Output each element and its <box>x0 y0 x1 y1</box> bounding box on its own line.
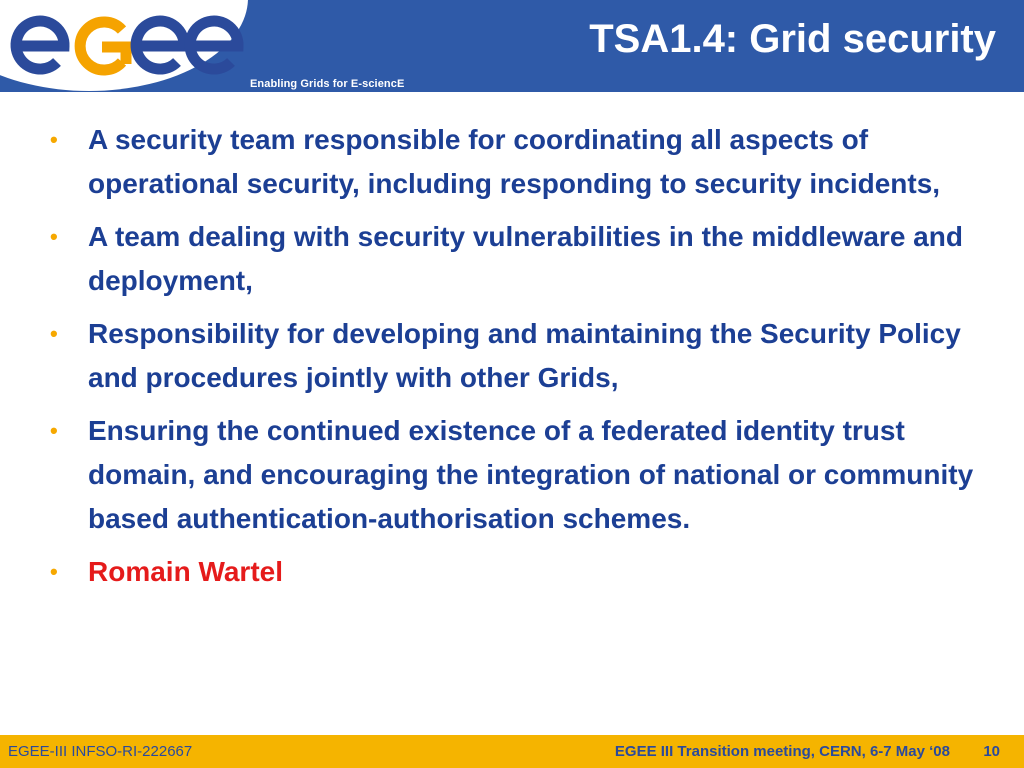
bullet-list <box>50 118 1002 603</box>
bullet-text: Ensuring the continued existence of a federated identity trust domain, and encouraging the integration of national or community based authentication-authorisation schemes. <box>88 415 974 534</box>
bullet-item <box>50 409 1002 541</box>
logo-letter-e1 <box>16 21 64 69</box>
bullet-item <box>50 312 1002 400</box>
bullet-marker-icon: • <box>50 418 58 443</box>
bullet-item <box>50 215 1002 303</box>
slide-title: TSA1.4: Grid security <box>589 17 996 61</box>
bullet-marker-icon: • <box>50 559 58 584</box>
footer-page-number: 10 <box>983 743 1000 760</box>
logo-tagline: Enabling Grids for E-sciencE <box>250 78 405 90</box>
footer-project-id: EGEE-III INFSO-RI-222667 <box>8 743 193 760</box>
logo-letter-e2 <box>136 21 184 69</box>
bullet-item <box>50 118 1002 206</box>
egee-logo <box>10 14 244 78</box>
presenter-name: Romain Wartel <box>88 556 283 587</box>
bullet-marker-icon: • <box>50 127 58 152</box>
footer-event: EGEE III Transition meeting, CERN, 6-7 May ‘08 <box>614 743 950 760</box>
footer-bar <box>0 735 1024 768</box>
bullet-text: A security team responsible for coordinating all aspects of operational security, including responding to security incidents, <box>88 124 941 199</box>
bullet-text: A team dealing with security vulnerabilities in the middleware and deployment, <box>88 221 963 296</box>
bullet-item-presenter <box>50 550 1002 594</box>
bullet-text: Responsibility for developing and maintaining the Security Policy and procedures jointly with other Grids, <box>88 318 961 393</box>
bullet-marker-icon: • <box>50 224 58 249</box>
bullet-marker-icon: • <box>50 321 58 346</box>
header-bar <box>0 0 1024 92</box>
logo-letter-e3 <box>190 21 238 69</box>
logo-letter-g <box>80 22 126 70</box>
